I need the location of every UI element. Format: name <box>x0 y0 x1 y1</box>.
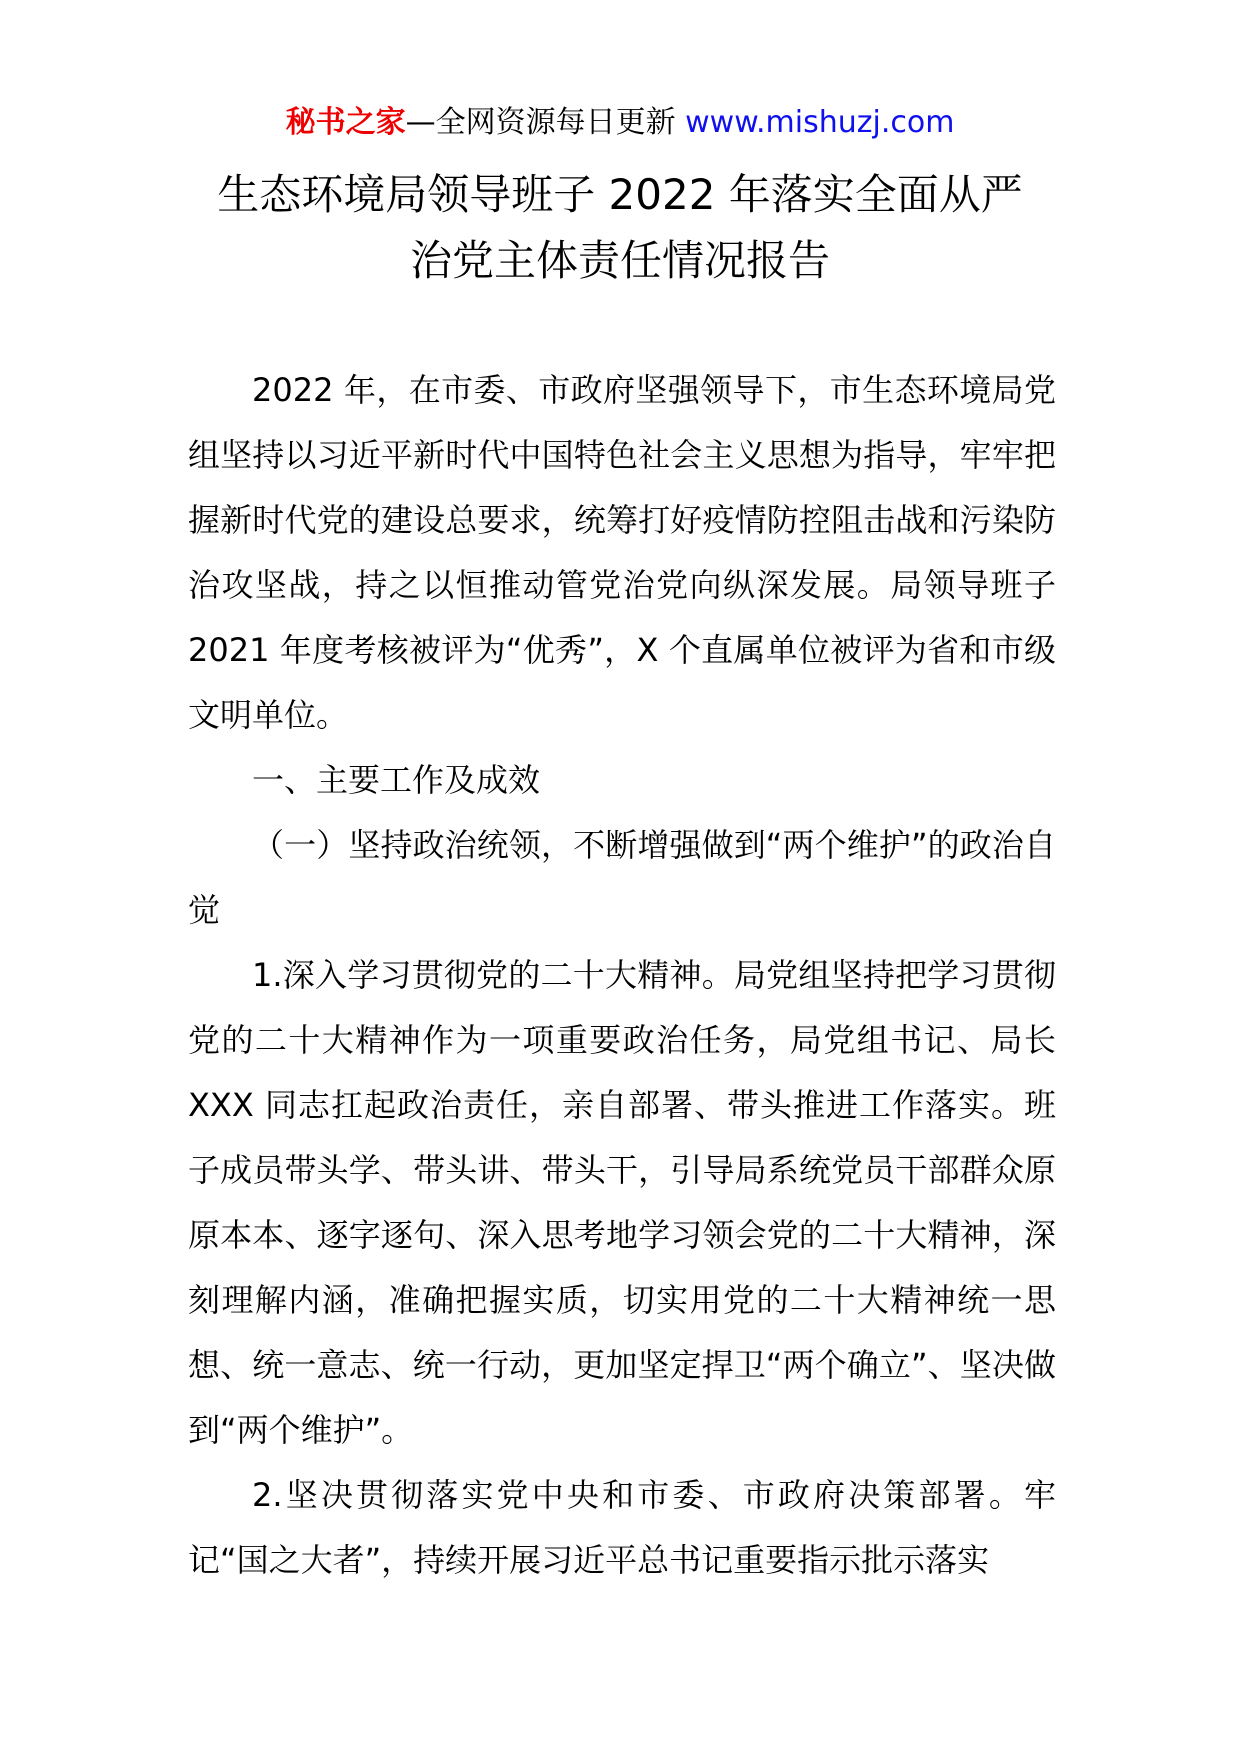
intro-paragraph: 2022 年，在市委、市政府坚强领导下，市生态环境局党组坚持以习近平新时代中国特色社会主义思想为指导，牢牢把握新时代党的建设总要求，统筹打好疫情防控阻击战和污染防治攻坚战，持之以恒推动管党治党向纵深发展。局领导班子 2021 年度考核被评为“优秀”，X 个直属单位被评为省和市级文明单位。 <box>188 371 1056 734</box>
document-title <box>160 162 1080 294</box>
document-title-line-1: 生态环境局领导班子 2022 年落实全面从严 <box>217 170 1023 219</box>
body-paragraph: 2.坚决贯彻落实党中央和市委、市政府决策部署。牢记“国之大者”，持续开展习近平总书记重要指示批示落实 <box>188 1476 1056 1579</box>
site-url-link[interactable]: www.mishuzj.com <box>685 105 955 140</box>
document-title-line-2: 治党主体责任情况报告 <box>409 236 830 285</box>
document-body <box>188 358 1056 1593</box>
site-tagline: —全网资源每日更新 <box>405 105 686 140</box>
site-brand: 秘书之家 <box>285 105 406 140</box>
subsection-heading: （一）坚持政治统领，不断增强做到“两个维护”的政治自觉 <box>188 826 1056 929</box>
section-heading: 一、主要工作及成效 <box>252 761 541 799</box>
body-paragraph: 1.深入学习贯彻党的二十大精神。局党组坚持把学习贯彻党的二十大精神作为一项重要政治任务，局党组书记、局长 XXX 同志扛起政治责任，亲自部署、带头推进工作落实。班子成员带头学、带头讲、带头干，引导局系统党员干部群众原原本本、逐字逐句、深入思考地学习领会党的二十大精神，深刻理解内涵，准确把握实质，切实用党的二十大精神统一思想、统一意志、统一行动，更加坚定捍卫“两个确立”、坚决做到“两个维护”。 <box>188 956 1056 1449</box>
site-header <box>0 100 1240 146</box>
